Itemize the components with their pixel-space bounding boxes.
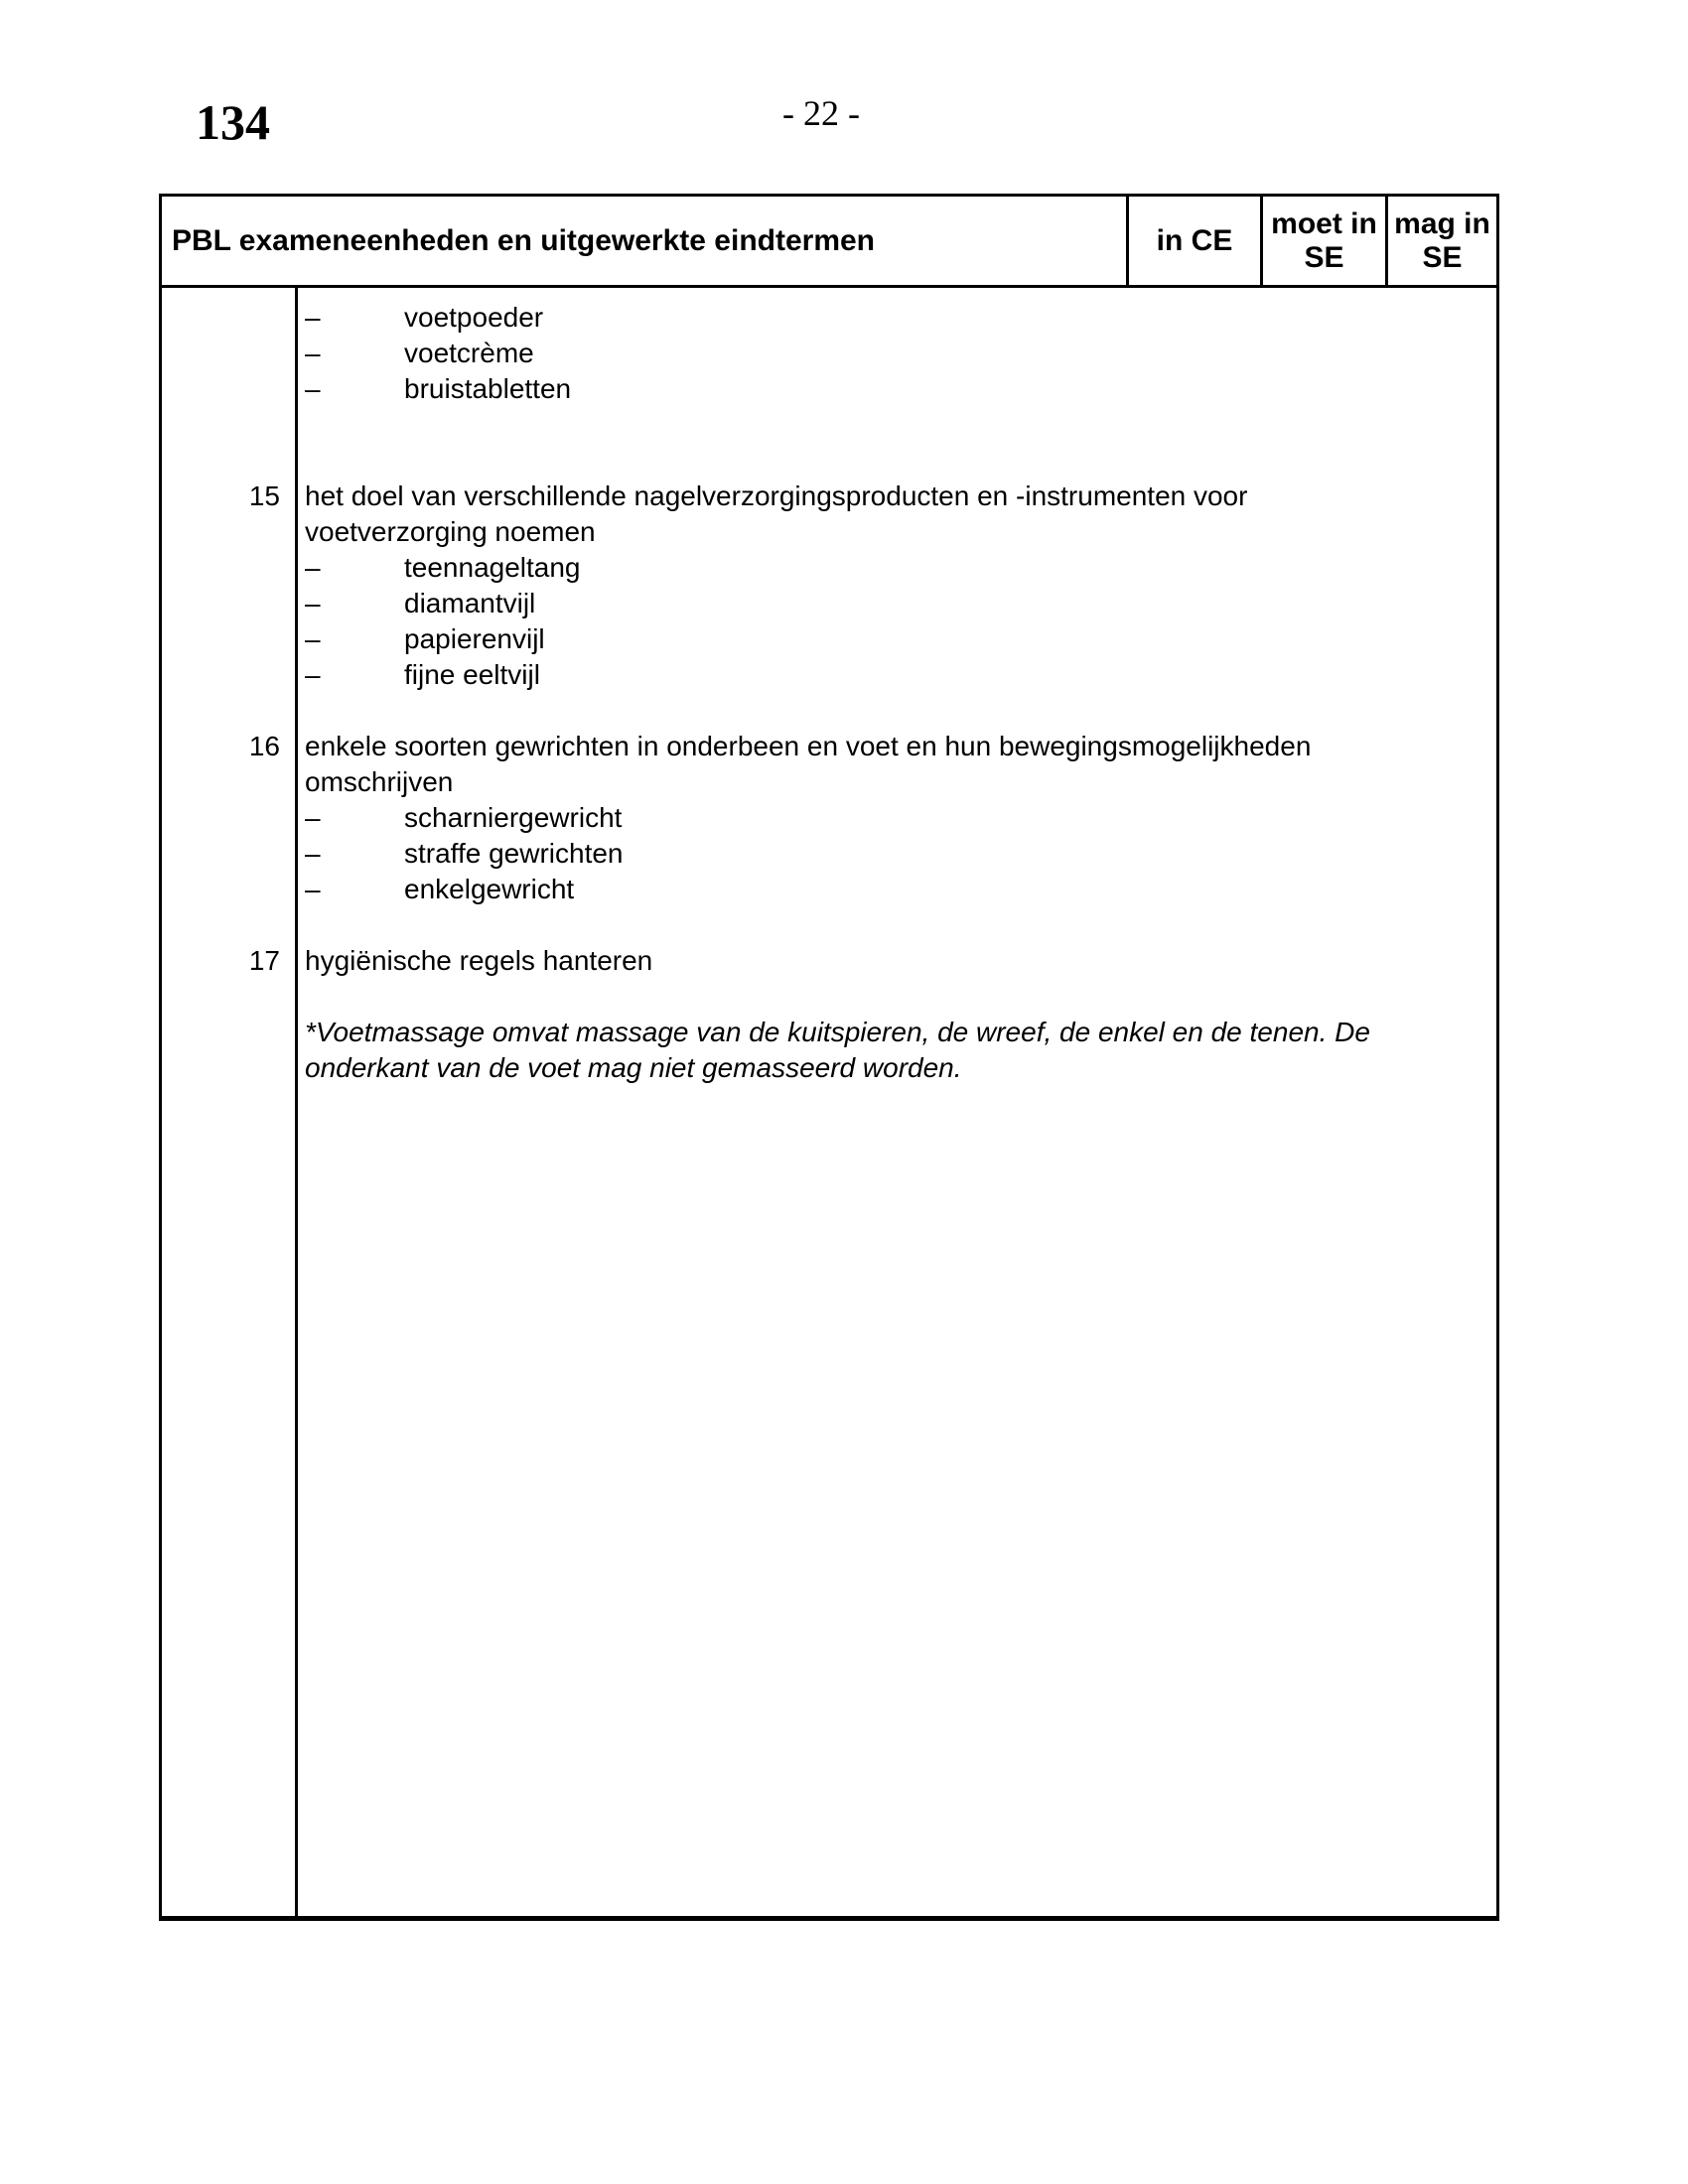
footnote-line-1: *Voetmassage omvat massage van de kuitspieren, de wreef, de enkel en de tenen. De — [305, 1017, 1370, 1047]
dash-bullet: – — [305, 552, 321, 583]
header-cell-moet-in-se: moet in SE — [1263, 197, 1388, 285]
bullet-item — [305, 300, 1486, 336]
bullet-text: fijne eeltvijl — [404, 659, 540, 690]
bullet-item — [305, 621, 1486, 657]
blank-space — [305, 407, 1486, 478]
bullet-text: enkelgewricht — [404, 874, 575, 904]
bullet-item — [305, 371, 1486, 407]
header-cell-mag-in-se: mag in SE — [1394, 206, 1490, 274]
bullet-item — [305, 657, 1486, 693]
dash-bullet: – — [305, 874, 321, 904]
bullet-item — [305, 800, 1486, 836]
item-number-column — [162, 288, 298, 1916]
dash-bullet: – — [305, 302, 321, 333]
blank-space — [305, 693, 1486, 729]
bullet-text: papierenvijl — [404, 623, 545, 654]
dash-bullet: – — [305, 659, 321, 690]
bullet-text: straffe gewrichten — [404, 838, 624, 869]
item-16-line-2: omschrijven — [305, 766, 454, 797]
bullet-item — [305, 586, 1486, 621]
dash-bullet: – — [305, 838, 321, 869]
dash-bullet: – — [305, 338, 321, 368]
header-cell-in-ce: in CE — [1129, 197, 1263, 285]
page-number: - 22 - — [782, 93, 860, 133]
bullet-text: bruistabletten — [404, 373, 572, 404]
item-content-column — [298, 288, 1496, 1916]
table-body-row — [162, 288, 1496, 1916]
table-header-row — [162, 197, 1496, 288]
bullet-item — [305, 872, 1486, 907]
bullet-text: voetpoeder — [404, 302, 544, 333]
exam-table — [159, 194, 1499, 1921]
header-cell-main: PBL exameneenheden en uitgewerkte eindtermen — [162, 197, 1129, 285]
blank-space — [305, 979, 1486, 1015]
bullet-text: voetcrème — [404, 338, 534, 368]
dash-bullet: – — [305, 588, 321, 618]
item-16-line-1: enkele soorten gewrichten in onderbeen en voet en hun bewegingsmogelijkheden — [305, 731, 1312, 761]
dash-bullet: – — [305, 802, 321, 833]
dash-bullet: – — [305, 623, 321, 654]
item-number-16: 16 — [248, 731, 280, 761]
item-number-15: 15 — [248, 480, 280, 511]
booklet-number: 134 — [196, 94, 270, 150]
bullet-item — [305, 836, 1486, 872]
item-number-17: 17 — [248, 945, 280, 976]
footnote-line-2: onderkant van de voet mag niet gemasseerd worden. — [305, 1052, 962, 1083]
bullet-item — [305, 336, 1486, 371]
item-17-line-1: hygiënische regels hanteren — [305, 945, 653, 976]
blank-space — [305, 907, 1486, 943]
dash-bullet: – — [305, 373, 321, 404]
item-15-line-1: het doel van verschillende nagelverzorgingsproducten en -instrumenten voor — [305, 480, 1248, 511]
bullet-text: diamantvijl — [404, 588, 536, 618]
bullet-text: scharniergewricht — [404, 802, 623, 833]
item-15-line-2: voetverzorging noemen — [305, 516, 596, 547]
bullet-text: teennageltang — [404, 552, 581, 583]
bullet-item — [305, 550, 1486, 586]
